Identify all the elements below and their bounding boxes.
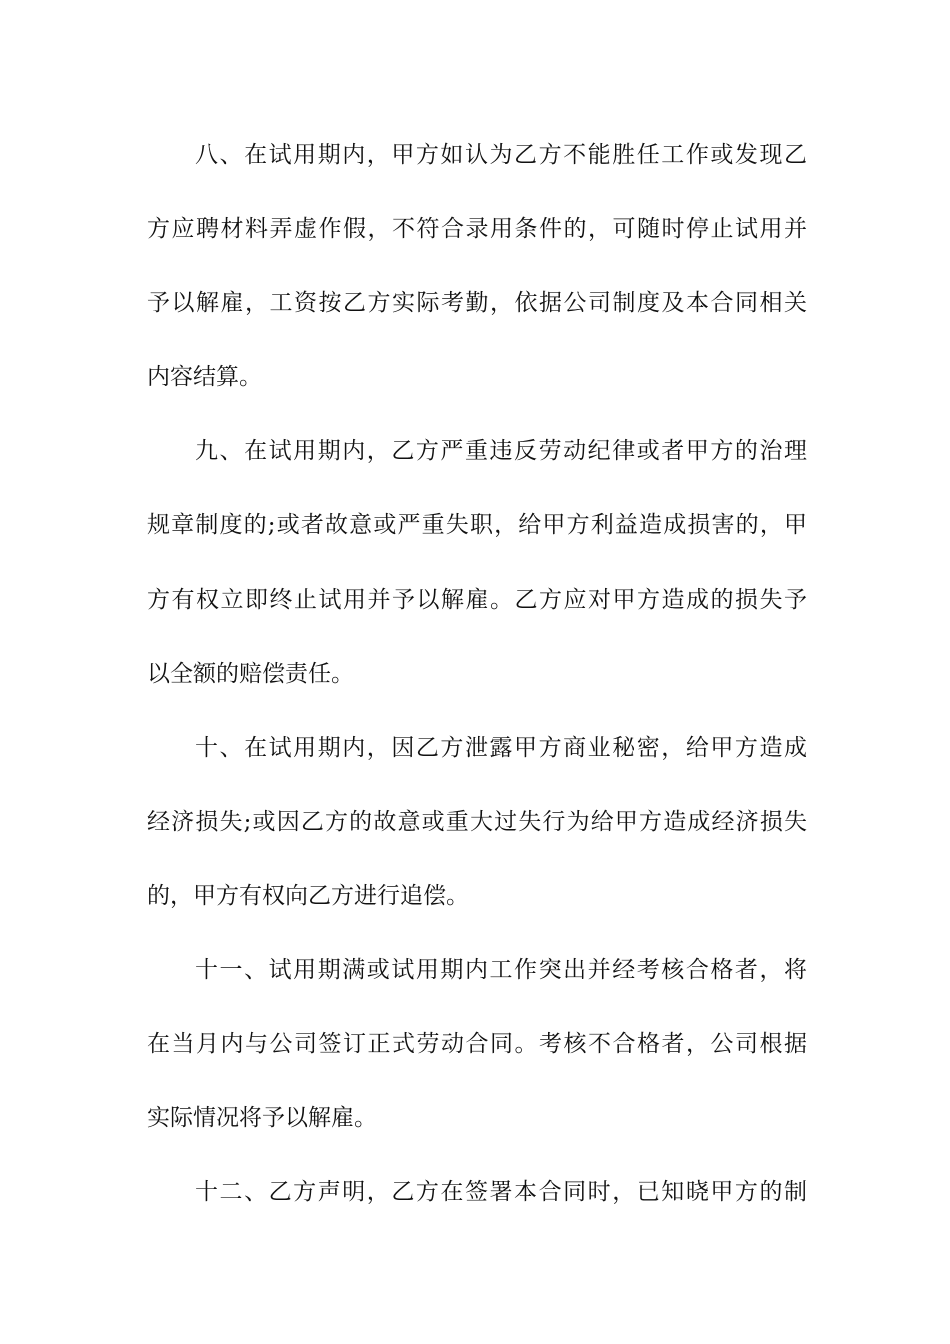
- clause-line: 内容结算。: [147, 364, 262, 390]
- clause-line: 予以解雇，工资按乙方实际考勤，依据公司制度及本合同相关: [147, 290, 807, 316]
- clause-line: 方有权立即终止试用并予以解雇。乙方应对甲方造成的损失予: [147, 587, 807, 613]
- clause-line: 在当月内与公司签订正式劳动合同。考核不合格者，公司根据: [147, 1031, 807, 1057]
- clause-line: 以全额的赔偿责任。: [147, 661, 354, 687]
- clause-line: 规章制度的;或者故意或严重失职，给甲方利益造成损害的，甲: [147, 512, 807, 538]
- clause-line: 经济损失;或因乙方的故意或重大过失行为给甲方造成经济损失: [147, 809, 807, 835]
- clause-line: 实际情况将予以解雇。: [147, 1105, 377, 1131]
- clause-line: 的，甲方有权向乙方进行追偿。: [147, 883, 469, 909]
- clause-line: 八、在试用期内，甲方如认为乙方不能胜任工作或发现乙: [195, 142, 807, 168]
- clause-line: 九、在试用期内，乙方严重违反劳动纪律或者甲方的治理: [195, 438, 807, 464]
- clause-line: 十一、试用期满或试用期内工作突出并经考核合格者，将: [195, 957, 807, 983]
- clause-line: 方应聘材料弄虚作假，不符合录用条件的，可随时停止试用并: [147, 216, 807, 242]
- clause-line: 十二、乙方声明，乙方在签署本合同时，已知晓甲方的制: [195, 1179, 807, 1205]
- clause-line: 十、在试用期内，因乙方泄露甲方商业秘密，给甲方造成: [195, 735, 807, 761]
